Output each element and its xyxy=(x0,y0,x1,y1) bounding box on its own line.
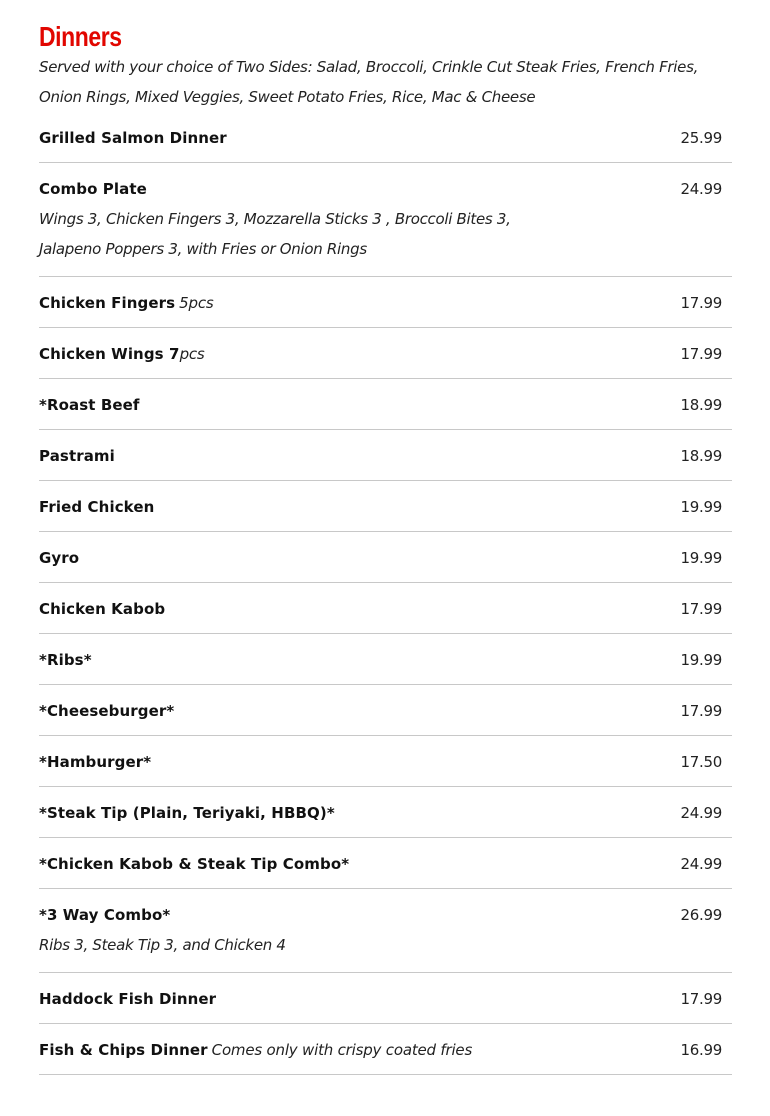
menu-item xyxy=(39,787,732,838)
item-name: Gyro xyxy=(39,549,80,567)
item-description-line: Ribs 3, Steak Tip 3, and Chicken 4 xyxy=(39,936,286,954)
item-price: 19.99 xyxy=(680,498,722,516)
item-price: 17.99 xyxy=(680,990,722,1008)
item-name: *Hamburger* xyxy=(39,753,152,771)
menu-item xyxy=(39,973,732,1024)
item-price: 19.99 xyxy=(680,549,722,567)
section-description xyxy=(39,52,732,112)
item-price: 24.99 xyxy=(680,180,722,198)
menu-item xyxy=(39,736,732,787)
menu-item xyxy=(39,838,732,889)
item-name: Grilled Salmon Dinner xyxy=(39,129,227,147)
menu-item xyxy=(39,889,732,973)
menu-item xyxy=(39,532,732,583)
item-name: Fried Chicken xyxy=(39,498,155,516)
item-price: 17.99 xyxy=(680,345,722,363)
item-name: Haddock Fish Dinner xyxy=(39,990,217,1008)
menu-item xyxy=(39,112,732,163)
item-name: *Ribs* xyxy=(39,651,92,669)
menu-item xyxy=(39,163,732,277)
item-name: Chicken Kabob xyxy=(39,600,166,618)
section-title: Dinners xyxy=(39,21,122,52)
item-price: 17.99 xyxy=(680,702,722,720)
item-name: *3 Way Combo* xyxy=(39,906,171,924)
menu-item-list xyxy=(39,112,732,1075)
item-description-line: Jalapeno Poppers 3, with Fries or Onion Rings xyxy=(39,240,367,258)
menu-item xyxy=(39,1024,732,1075)
item-name: Chicken Fingers xyxy=(39,294,176,312)
menu-item xyxy=(39,277,732,328)
item-price: 18.99 xyxy=(680,396,722,414)
section-description-line: Onion Rings, Mixed Veggies, Sweet Potato Fries, Rice, Mac & Cheese xyxy=(39,88,536,106)
item-note: Comes only with crispy coated fries xyxy=(211,1041,473,1059)
menu-item xyxy=(39,379,732,430)
item-note: 5pcs xyxy=(179,294,214,312)
item-price: 24.99 xyxy=(680,804,722,822)
item-name: Fish & Chips Dinner xyxy=(39,1041,208,1059)
item-name: Combo Plate xyxy=(39,180,147,198)
item-name: *Steak Tip (Plain, Teriyaki, HBBQ)* xyxy=(39,804,335,822)
item-price: 17.99 xyxy=(680,600,722,618)
item-note: pcs xyxy=(179,345,205,363)
item-price: 24.99 xyxy=(680,855,722,873)
menu-item xyxy=(39,685,732,736)
item-description xyxy=(39,930,732,960)
item-price: 16.99 xyxy=(680,1041,722,1059)
menu-page xyxy=(39,18,732,1075)
item-price: 17.50 xyxy=(680,753,722,771)
menu-item xyxy=(39,634,732,685)
item-name: *Roast Beef xyxy=(39,396,140,414)
menu-item xyxy=(39,430,732,481)
item-name: Chicken Wings 7 xyxy=(39,345,180,363)
item-name: Pastrami xyxy=(39,447,115,465)
item-price: 26.99 xyxy=(680,906,722,924)
menu-item xyxy=(39,328,732,379)
item-price: 19.99 xyxy=(680,651,722,669)
menu-item xyxy=(39,583,732,634)
item-price: 18.99 xyxy=(680,447,722,465)
item-description xyxy=(39,204,732,264)
item-name: *Cheeseburger* xyxy=(39,702,175,720)
section-description-line: Served with your choice of Two Sides: Salad, Broccoli, Crinkle Cut Steak Fries, French Fries, xyxy=(39,58,699,76)
menu-item xyxy=(39,481,732,532)
item-price: 17.99 xyxy=(680,294,722,312)
item-price: 25.99 xyxy=(680,129,722,147)
item-description-line: Wings 3, Chicken Fingers 3, Mozzarella Sticks 3 , Broccoli Bites 3, xyxy=(39,210,511,228)
item-name: *Chicken Kabob & Steak Tip Combo* xyxy=(39,855,350,873)
